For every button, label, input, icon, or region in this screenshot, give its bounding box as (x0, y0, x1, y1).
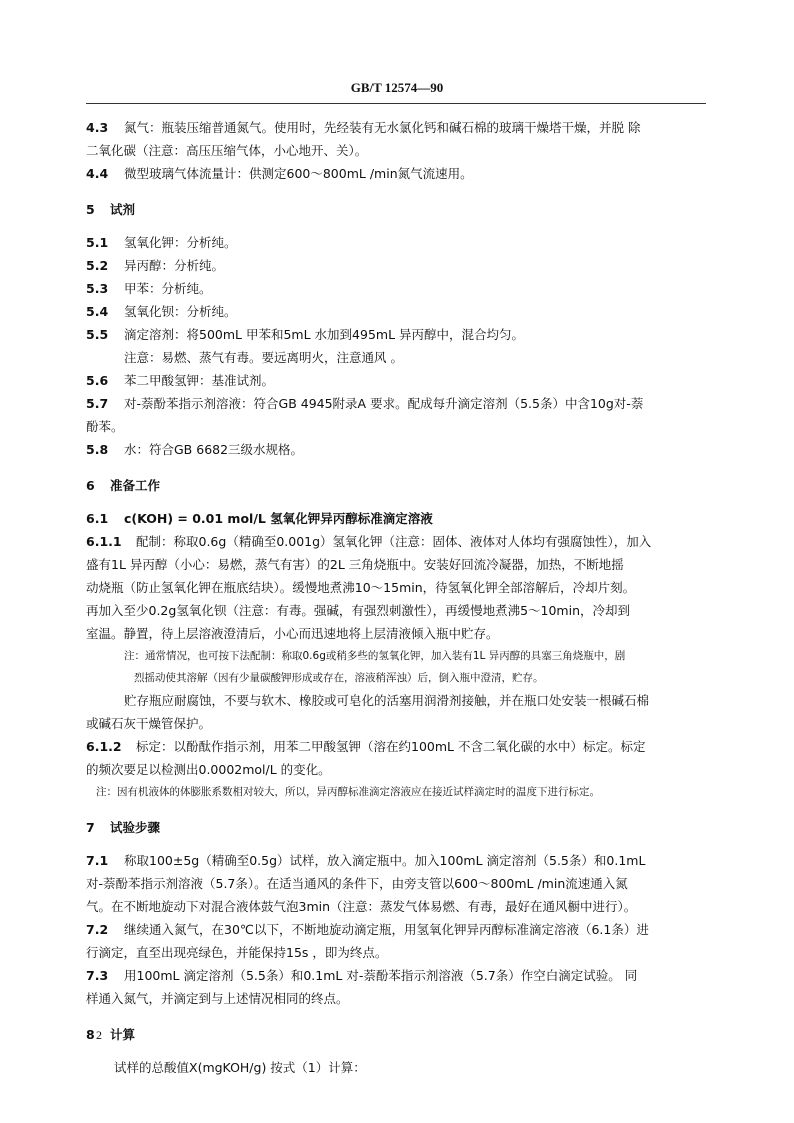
item-number: 5.2 (86, 258, 109, 273)
item-7-2 (86, 918, 706, 941)
item-4-3-cont: 二氧化碳（注意：高压压缩气体，小心地开、关）。 (86, 143, 368, 158)
item-5-8 (86, 438, 706, 461)
formula-intro: 试样的总酸值X(mgKOH/g) 按式（1）计算： (114, 1060, 366, 1075)
item-text: 微型玻璃气体流量计：供测定600～800mL /min氮气流速用。 (124, 166, 473, 181)
item-5-5 (86, 323, 706, 346)
item-number: 4.4 (86, 166, 109, 181)
item-number: 5.8 (86, 442, 109, 457)
item-number: 6.1 (86, 511, 109, 526)
section-6-heading (86, 474, 706, 497)
item-6-1-1-line3: 动烧瓶（防止氢氧化钾在瓶底结块）。缓慢地煮沸10～15min，待氢氧化钾全部溶解后，冷却片刻。 (86, 580, 636, 595)
section-number: 6 (86, 478, 95, 493)
item-5-3 (86, 277, 706, 300)
item-7-3 (86, 964, 706, 987)
item-5-2 (86, 254, 706, 277)
item-number: 6.1.1 (86, 534, 122, 549)
item-7-2-line2: 行滴定，直至出现亮绿色，并能保持15s ，即为终点。 (86, 945, 388, 960)
item-number: 4.3 (86, 120, 109, 135)
item-text: 苯二甲酸氢钾：基准试剂。 (124, 373, 275, 388)
header-rule (86, 103, 706, 104)
item-text: 用100mL 滴定溶剂（5.5条）和0.1mL 对-萘酚苯指示剂溶液（5.7条）作空白滴定试验。 同 (124, 968, 638, 983)
item-7-1-line2: 对-萘酚苯指示剂溶液（5.7条）。在适当通风的条件下，由旁支管以600～800mL /min流速通入氮 (86, 876, 628, 891)
section-title: 试剂 (110, 202, 136, 217)
item-4-3 (86, 116, 706, 139)
item-number: 5.3 (86, 281, 109, 296)
item-text: 甲苯：分析纯。 (124, 281, 212, 296)
item-4-4 (86, 162, 706, 185)
item-number: 5.4 (86, 304, 109, 319)
section-7-heading (86, 816, 706, 839)
item-text: 对-萘酚苯指示剂溶液：符合GB 4945附录A 要求。配成每升滴定溶剂（5.5条）中含10g对-萘 (124, 396, 644, 411)
document-body (86, 116, 706, 1079)
item-text: 水：符合GB 6682三级水规格。 (124, 442, 304, 457)
item-text: 异丙醇：分析纯。 (124, 258, 225, 273)
item-6-1-1-line5: 室温。静置，待上层溶液澄清后，小心而迅速地将上层清液倾入瓶中贮存。 (86, 626, 499, 641)
item-6-1-1 (86, 530, 706, 553)
section-title: 计算 (110, 1027, 136, 1042)
item-6-1-1-line2: 盛有1L 异丙醇（小心：易燃，蒸气有害）的2L 三角烧瓶中。安装好回流冷凝器，加热，不断地摇 (86, 557, 624, 572)
item-6-1-1-line4: 再加入至少0.2g氢氧化钡（注意：有毒。强碱，有强烈刺激性），再缓慢地煮沸5～10min，冷却到 (86, 603, 630, 618)
item-text: 继续通入氮气，在30℃以下，不断地旋动滴定瓶，用氢氧化钾异丙醇标准滴定溶液（6.1条）进 (124, 922, 649, 937)
item-text: 标定：以酚酞作指示剂，用苯二甲酸氢钾（溶在约100mL 不含二氧化碳的水中）标定。标定 (136, 739, 646, 754)
item-text: 滴定溶剂：将500mL 甲苯和5mL 水加到495mL 异丙醇中，混合均匀。 (124, 327, 525, 342)
item-number: 7.1 (86, 853, 109, 868)
item-text: 配制：称取0.6g（精确至0.001g）氢氧化钾（注意：固体、液体对人体均有强腐蚀性），加入 (136, 534, 652, 549)
section-title: 准备工作 (110, 478, 161, 493)
section-number: 7 (86, 820, 95, 835)
item-6-1-1-line6: 贮存瓶应耐腐蚀，不要与软木、橡胶或可皂化的活塞用润滑剂接触，并在瓶口处安装一根碱石棉 (124, 693, 650, 708)
item-7-3-line2: 样通入氮气，并滴定到与上述情况相同的终点。 (86, 991, 349, 1006)
item-number: 5.7 (86, 396, 109, 411)
item-6-1-1-line7: 或碱石灰干燥管保护。 (86, 716, 212, 731)
section-8-heading (86, 1023, 706, 1046)
item-text: 氮气：瓶装压缩普通氮气。使用时，先经装有无水氯化钙和碱石棉的玻璃干燥塔干燥，并脱 除 (124, 120, 641, 135)
section-number: 8 (86, 1027, 95, 1042)
item-6-1 (86, 507, 706, 530)
item-text: 氢氧化钾：分析纯。 (124, 235, 237, 250)
section-5-heading (86, 198, 706, 221)
item-5-7 (86, 392, 706, 415)
item-5-4 (86, 300, 706, 323)
item-5-7-cont: 酚苯。 (86, 419, 124, 434)
item-7-1 (86, 849, 706, 872)
item-text: 称取100±5g（精确至0.5g）试样，放入滴定瓶中。加入100mL 滴定溶剂（5.5条）和0.1mL (124, 853, 646, 868)
note-6-1-1-line1: 注：通常情况，也可按下法配制：称取0.6g或稍多些的氢氧化钾，加入装有1L 异丙醇的具塞三角烧瓶中，剧 (124, 650, 626, 662)
item-6-1-2-line2: 的频次要足以检测出0.0002mol/L 的变化。 (86, 762, 331, 777)
page-header: GB/T 12574—90 (350, 80, 444, 95)
item-number: 5.5 (86, 327, 109, 342)
item-5-1 (86, 231, 706, 254)
item-6-1-2 (86, 735, 706, 758)
item-number: 6.1.2 (86, 739, 122, 754)
item-5-5-caution: 注意：易燃、蒸气有毒。要远离明火，注意通风 。 (124, 350, 403, 365)
item-number: 7.3 (86, 968, 109, 983)
item-7-1-line3: 气。在不断地旋动下对混合液体鼓气泡3min（注意：蒸发气体易燃、有毒，最好在通风橱中进行）。 (86, 899, 637, 914)
item-5-6 (86, 369, 706, 392)
page-number: 2 (96, 1028, 102, 1042)
item-number: 7.2 (86, 922, 109, 937)
item-number: 5.1 (86, 235, 109, 250)
item-text: c(KOH) = 0.01 mol/L 氢氧化钾异丙醇标准滴定溶液 (124, 511, 433, 526)
note-6-1-1-line2: 烈摇动使其溶解（因有少量碳酸钾形成或存在，溶液稍浑浊）后，倒入瓶中澄清，贮存。 (134, 672, 544, 684)
note-6-1-2: 注：因有机液体的体膨胀系数相对较大，所以，异丙醇标准滴定溶液应在接近试样滴定时的温度下进行标定。 (96, 786, 600, 798)
section-number: 5 (86, 202, 95, 217)
section-title: 试验步骤 (110, 820, 161, 835)
item-text: 氢氧化钡：分析纯。 (124, 304, 237, 319)
item-number: 5.6 (86, 373, 109, 388)
